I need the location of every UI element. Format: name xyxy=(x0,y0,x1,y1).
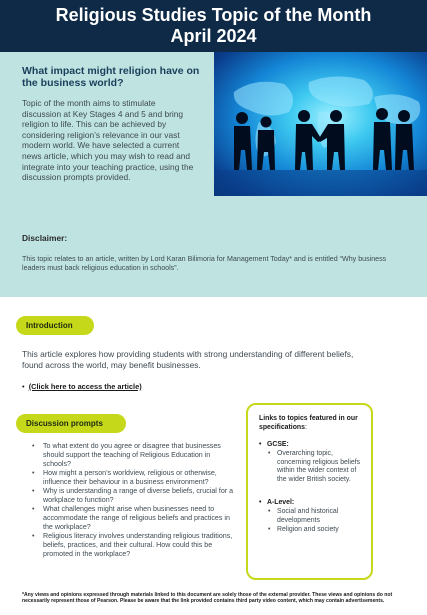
list-item: • Religious literacy involves understanding religious traditions, beliefs, practices, and their cultural. How could this be promoted in the workplace? xyxy=(32,532,237,558)
list-item: • Social and historical developments xyxy=(267,508,363,525)
photo-illustration xyxy=(214,52,427,196)
bullet-icon: • xyxy=(22,382,25,391)
introduction-label: Introduction xyxy=(16,316,94,335)
list-item: • Why is understanding a range of diverse beliefs, crucial for a workplace to function? xyxy=(32,487,237,505)
gcse-label: • GCSE: xyxy=(259,440,363,449)
page-subtitle-date: April 2024 xyxy=(170,26,257,46)
article-link-item xyxy=(22,382,142,391)
heading-colon: : xyxy=(304,424,307,431)
list-item: • To what extent do you agree or disagree that businesses should support the teaching of Religious Education in schools? xyxy=(32,442,237,468)
list-item: • Religion and society xyxy=(267,526,363,535)
article-link[interactable]: (Click here to access the article) xyxy=(28,382,142,391)
feature-question: What impact might religion have on the business world? xyxy=(22,65,200,89)
feature-panel xyxy=(0,52,427,297)
feature-intro-text: Topic of the month aims to stimulate discussion at Key Stages 4 and 5 and bring religion to life. This can be achieved by considering religion’s relevance in our vast modern world. We have selected a current news article, which you may wish to read and integrate into your teaching practice, using the discussion prompts provided. xyxy=(22,98,194,183)
list-item: • What challenges might arise when businesses need to accommodate the range of religious beliefs and practices in the workplace? xyxy=(32,505,237,531)
specification-links-heading xyxy=(259,414,363,432)
floor-reflection xyxy=(214,170,427,196)
specification-links-box xyxy=(246,403,373,580)
alevel-items xyxy=(267,508,363,534)
footer-disclaimer: *Any views and opinions expressed through materials linked to this document are solely those of the external provider. These views and opinions do not necessarily represent those of Pearson. Please be aware that the link provided contains third party video content, which may contain advertisements. xyxy=(22,592,393,605)
alevel-section xyxy=(259,498,363,534)
discussion-prompts-list xyxy=(32,442,237,559)
page-header xyxy=(0,0,427,52)
disclaimer-text: This topic relates to an article, written by Lord Karan Bilimoria for Management Today* and is entitled “Why business leaders must back religious education in schools”. xyxy=(22,255,387,273)
disclaimer-heading: Disclaimer: xyxy=(22,233,68,243)
page-title: Religious Studies Topic of the Month xyxy=(55,5,372,25)
alevel-label: • A-Level: xyxy=(259,498,363,507)
list-item: • How might a person’s worldview, religious or otherwise, influence their behaviour in a business environment? xyxy=(32,469,237,487)
heading-text: Links to topics featured in our specifications xyxy=(259,415,358,431)
gcse-section xyxy=(259,440,363,484)
list-item: • Overarching topic, concerning religious beliefs within the wider context of the wider British society. xyxy=(267,450,363,484)
gcse-items xyxy=(267,450,363,484)
introduction-text: This article explores how providing students with strong understanding of different beliefs, found across the world, may benefit businesses. xyxy=(22,349,354,370)
discussion-prompts-label: Discussion prompts xyxy=(16,414,126,433)
business-people-world-map-photo xyxy=(214,52,427,196)
